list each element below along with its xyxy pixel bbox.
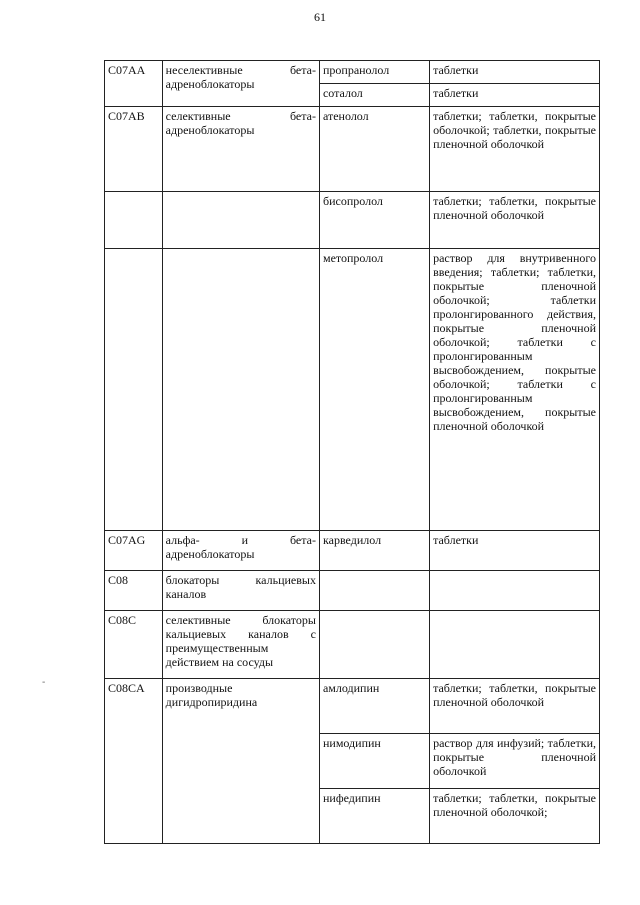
form-cell bbox=[430, 571, 600, 611]
table-row bbox=[105, 61, 600, 84]
drug-cell: карведилол bbox=[319, 531, 429, 571]
group-cell: блокаторы кальциевых каналов bbox=[162, 571, 319, 611]
table-row bbox=[105, 679, 600, 734]
form-cell: таблетки; таблетки, покрытые пленочной оболочкой; bbox=[430, 789, 600, 844]
drug-cell: бисопролол bbox=[319, 192, 429, 249]
scan-artifact: - bbox=[42, 677, 46, 688]
group-cell: неселективные бета-адреноблокаторы bbox=[162, 61, 319, 107]
form-cell: раствор для внутривенного введения; таблетки; таблетки, покрытые пленочной оболочкой; таблетки пролонгированного действия, покрытые пленочной оболочкой; таблетки с пролонгированным высвобождением, покрытые оболочкой; таблетки с пролонгированным высвобождением, покрытые пленочной оболочкой bbox=[430, 249, 600, 531]
form-cell: таблетки bbox=[430, 61, 600, 84]
form-cell: таблетки; таблетки, покрытые оболочкой; таблетки, покрытые пленочной оболочкой bbox=[430, 107, 600, 192]
atc-code-cell: C07AG bbox=[105, 531, 163, 571]
drug-table bbox=[104, 60, 600, 844]
table-row bbox=[105, 611, 600, 679]
atc-code-cell: C07AA bbox=[105, 61, 163, 107]
table-row bbox=[105, 531, 600, 571]
atc-code-cell bbox=[105, 192, 163, 249]
drug-cell: метопролол bbox=[319, 249, 429, 531]
group-cell: селективные бета-адреноблокаторы bbox=[162, 107, 319, 192]
drug-cell bbox=[319, 611, 429, 679]
drug-cell: соталол bbox=[319, 84, 429, 107]
atc-code-cell: C08C bbox=[105, 611, 163, 679]
atc-code-cell: C08CA bbox=[105, 679, 163, 844]
drug-cell: нифедипин bbox=[319, 789, 429, 844]
group-cell bbox=[162, 249, 319, 531]
group-cell bbox=[162, 192, 319, 249]
drug-cell: нимодипин bbox=[319, 734, 429, 789]
form-cell: таблетки bbox=[430, 84, 600, 107]
table-row bbox=[105, 107, 600, 192]
table-row bbox=[105, 249, 600, 531]
atc-code-cell: C08 bbox=[105, 571, 163, 611]
group-cell: альфа- и бета-адреноблокаторы bbox=[162, 531, 319, 571]
page-number: 61 bbox=[314, 10, 326, 24]
drug-cell bbox=[319, 571, 429, 611]
drug-cell: пропранолол bbox=[319, 61, 429, 84]
atc-code-cell: C07AB bbox=[105, 107, 163, 192]
table-row bbox=[105, 192, 600, 249]
group-cell: селективные блокаторы кальциевых каналов с преимущественным действием на сосуды bbox=[162, 611, 319, 679]
form-cell: раствор для инфузий; таблетки, покрытые пленочной оболочкой bbox=[430, 734, 600, 789]
group-cell: производные дигидропиридина bbox=[162, 679, 319, 844]
form-cell: таблетки; таблетки, покрытые пленочной оболочкой bbox=[430, 192, 600, 249]
atc-code-cell bbox=[105, 249, 163, 531]
drug-cell: атенолол bbox=[319, 107, 429, 192]
form-cell bbox=[430, 611, 600, 679]
form-cell: таблетки; таблетки, покрытые пленочной оболочкой bbox=[430, 679, 600, 734]
table-row bbox=[105, 571, 600, 611]
form-cell: таблетки bbox=[430, 531, 600, 571]
drug-cell: амлодипин bbox=[319, 679, 429, 734]
